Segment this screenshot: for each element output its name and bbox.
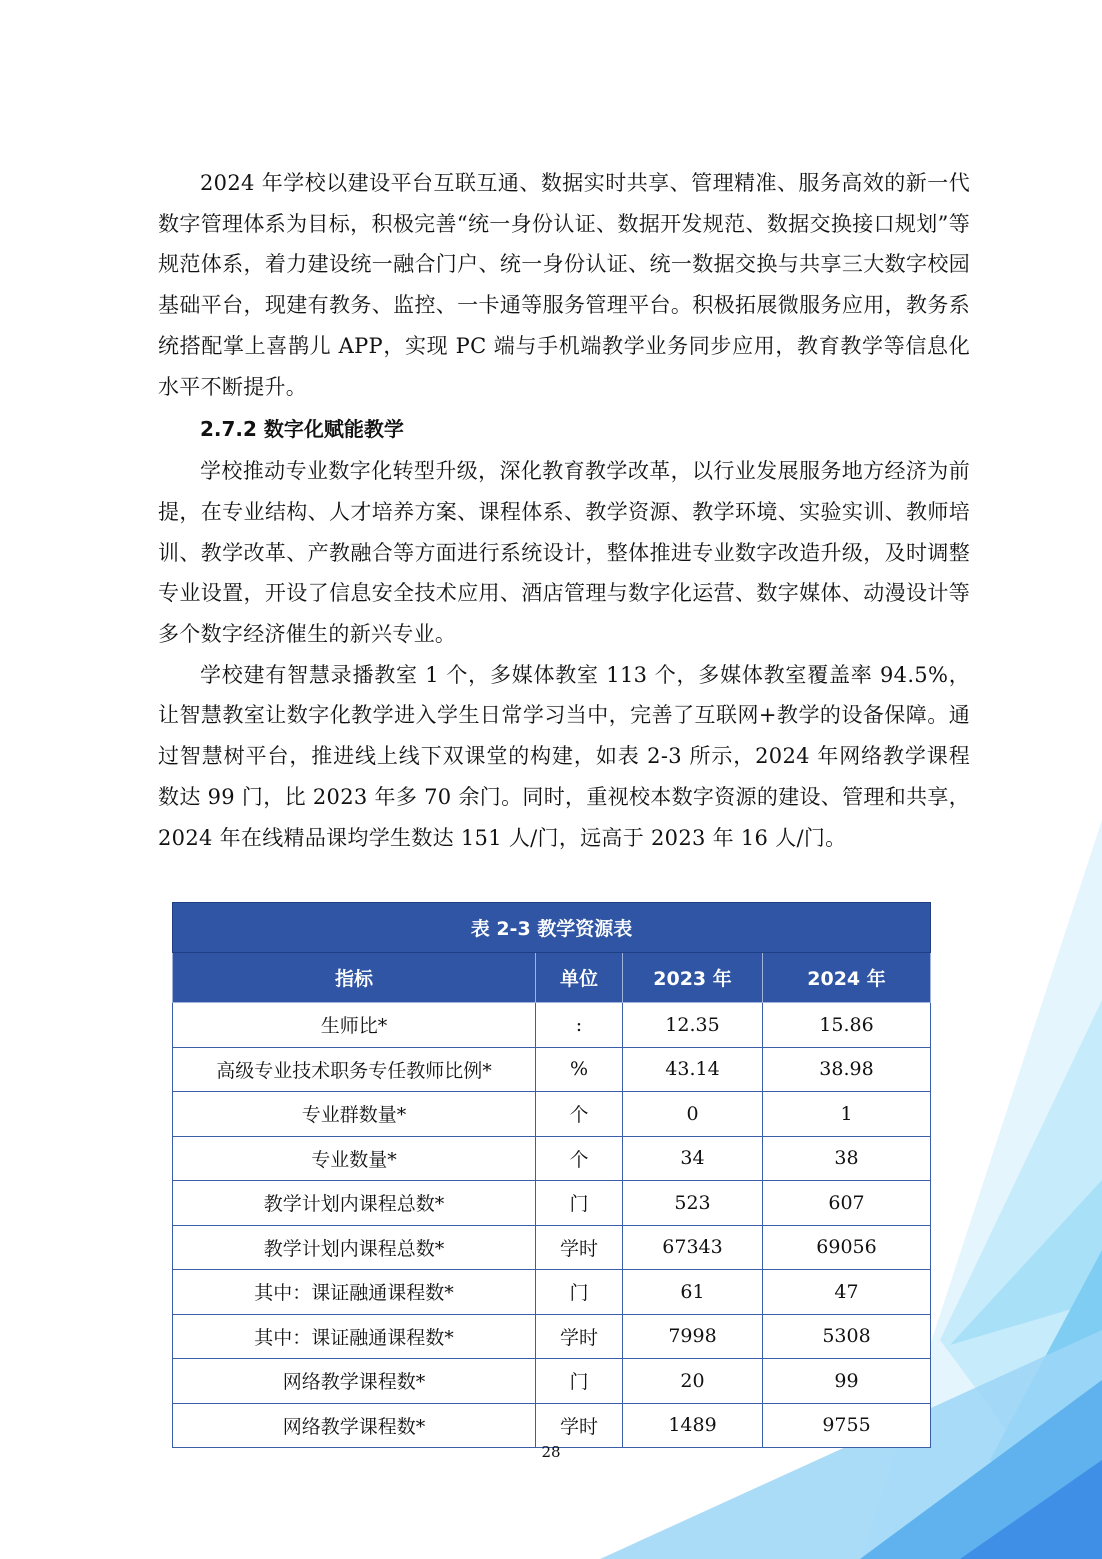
table-row <box>173 1403 931 1448</box>
cell-indicator: 其中：课证融通课程数* <box>173 1314 536 1359</box>
table-row <box>173 1003 931 1048</box>
table-header-row <box>173 953 931 1003</box>
table-caption: 表 2-3 教学资源表 <box>173 903 931 953</box>
cell-unit: : <box>536 1003 623 1048</box>
cell-2023: 43.14 <box>623 1047 763 1092</box>
header-indicator: 指标 <box>173 953 536 1003</box>
cell-2023: 67343 <box>623 1225 763 1270</box>
cell-unit: 个 <box>536 1092 623 1137</box>
cell-2023: 523 <box>623 1181 763 1226</box>
teaching-resources-table <box>172 902 931 1448</box>
cell-indicator: 其中：课证融通课程数* <box>173 1270 536 1315</box>
cell-indicator: 教学计划内课程总数* <box>173 1225 536 1270</box>
paragraph-digital-transformation: 学校推动专业数字化转型升级，深化教育教学改革，以行业发展服务地方经济为前提，在专业结构、人才培养方案、课程体系、教学资源、教学环境、实验实训、教师培训、教学改革、产教融合等方面进行系统设计，整体推进专业数字改造升级，及时调整专业设置，开设了信息安全技术应用、酒店管理与数字化运营、数字媒体、动漫设计等多个数字经济催生的新兴专业。 <box>158 459 970 647</box>
cell-2024: 5308 <box>763 1314 931 1359</box>
cell-indicator: 高级专业技术职务专任教师比例* <box>173 1047 536 1092</box>
cell-2024: 69056 <box>763 1225 931 1270</box>
page-number: 28 <box>541 1443 561 1461</box>
cell-2024: 47 <box>763 1270 931 1315</box>
cell-2024: 1 <box>763 1092 931 1137</box>
teaching-resources-table-wrap <box>172 902 930 1448</box>
cell-unit: 门 <box>536 1270 623 1315</box>
cell-2023: 34 <box>623 1136 763 1181</box>
cell-unit: 门 <box>536 1359 623 1404</box>
paragraph-smart-classroom: 学校建有智慧录播教室 1 个，多媒体教室 113 个，多媒体教室覆盖率 94.5%，让智慧教室让数字化教学进入学生日常学习当中，完善了互联网+教学的设备保障。通过智慧树平台，推进线上线下双课堂的构建，如表 2-3 所示，2024 年网络教学课程数达 99 门，比 2023 年多 70 余门。同时，重视校本数字资源的建设、管理和共享，2024 年在线精品课均学生数达 151 人/门，远高于 2023 年 16 人/门。 <box>158 662 970 850</box>
table-row <box>173 1270 931 1315</box>
paragraph-intro: 2024 年学校以建设平台互联互通、数据实时共享、管理精准、服务高效的新一代数字管理体系为目标，积极完善“统一身份认证、数据开发规范、数据交换接口规划”等规范体系，着力建设统一融合门户、统一身份认证、统一数据交换与共享三大数字校园基础平台，现建有教务、监控、一卡通等服务管理平台。积极拓展微服务应用，教务系统搭配掌上喜鹊儿 APP，实现 PC 端与手机端教学业务同步应用，教育教学等信息化水平不断提升。 <box>158 171 970 399</box>
cell-2023: 61 <box>623 1270 763 1315</box>
header-unit: 单位 <box>536 953 623 1003</box>
table-row <box>173 1314 931 1359</box>
cell-unit: 学时 <box>536 1225 623 1270</box>
table-row <box>173 1359 931 1404</box>
header-2023: 2023 年 <box>623 953 763 1003</box>
cell-indicator: 教学计划内课程总数* <box>173 1181 536 1226</box>
cell-2024: 9755 <box>763 1403 931 1448</box>
cell-2023: 7998 <box>623 1314 763 1359</box>
cell-2024: 38 <box>763 1136 931 1181</box>
section-heading: 2.7.2 数字化赋能教学 <box>200 417 404 442</box>
table-caption-row <box>173 903 931 953</box>
cell-unit: 个 <box>536 1136 623 1181</box>
cell-2024: 38.98 <box>763 1047 931 1092</box>
cell-indicator: 网络教学课程数* <box>173 1359 536 1404</box>
table-row <box>173 1181 931 1226</box>
cell-indicator: 专业群数量* <box>173 1092 536 1137</box>
body-text <box>158 163 970 858</box>
cell-2023: 20 <box>623 1359 763 1404</box>
cell-2023: 0 <box>623 1092 763 1137</box>
table-row <box>173 1225 931 1270</box>
cell-indicator: 生师比* <box>173 1003 536 1048</box>
cell-indicator: 网络教学课程数* <box>173 1403 536 1448</box>
header-2024: 2024 年 <box>763 953 931 1003</box>
cell-unit: % <box>536 1047 623 1092</box>
cell-2024: 607 <box>763 1181 931 1226</box>
cell-2023: 12.35 <box>623 1003 763 1048</box>
table-row <box>173 1136 931 1181</box>
table-row <box>173 1092 931 1137</box>
cell-unit: 学时 <box>536 1314 623 1359</box>
cell-2024: 15.86 <box>763 1003 931 1048</box>
cell-indicator: 专业数量* <box>173 1136 536 1181</box>
cell-2023: 1489 <box>623 1403 763 1448</box>
table-row <box>173 1047 931 1092</box>
cell-unit: 学时 <box>536 1403 623 1448</box>
cell-2024: 99 <box>763 1359 931 1404</box>
cell-unit: 门 <box>536 1181 623 1226</box>
